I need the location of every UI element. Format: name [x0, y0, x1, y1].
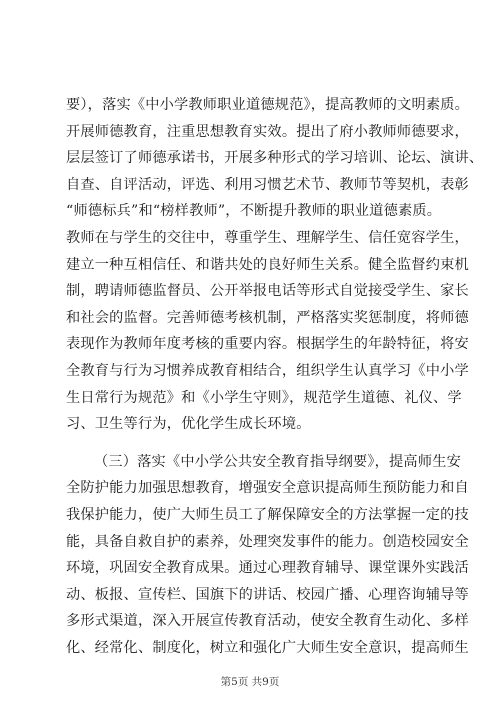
text-line: 多形式渠道，深入开展宣传教育活动，使安全教育生动化、多样 [66, 613, 469, 630]
text-line: 动、板报、宣传栏、国旗下的讲话、校园广播、心理咨询辅导等 [66, 586, 469, 603]
text-line: 开展师德教育，注重思想教育实效。提出了府小教师师德要求， [66, 123, 469, 140]
text-line: 制，聘请师德监督员、公开举报电话等形式自觉接受学生、家长 [66, 283, 469, 300]
text-line: 全教育与行为习惯养成教育相结合，组织学生认真学习《中小学 [66, 362, 469, 379]
text-line: 习、卫生等行为，优化学生成长环境。 [66, 416, 311, 433]
text-line: 自查、自评活动，评选、利用习惯艺术节、教师节等契机，表彰 [66, 176, 469, 193]
text-line: “师德标兵”和“榜样教师”，不断提升教师的职业道德素质。 [66, 203, 442, 220]
page-number-footer: 第5页 共9页 [220, 676, 280, 688]
paragraph-1 [66, 92, 484, 438]
text-line: 和社会的监督。完善师德考核机制，严格落实奖惩制度，将师德 [66, 309, 469, 326]
text-line: 化、经常化、制度化，树立和强化广大师生安全意识，提高师生 [66, 639, 469, 656]
text-line: 教师在与学生的交往中，尊重学生、理解学生、信任宽容学生， [66, 229, 469, 246]
paragraph-2 [66, 449, 469, 662]
text-line: 我保护能力，使广大师生员工了解保障安全的方法掌握一定的技 [66, 506, 469, 523]
paragraph-gap [66, 438, 438, 449]
text-line: 表现作为教师年度考核的重要内容。根据学生的年龄特征，将安 [66, 336, 469, 353]
text-line: 全防护能力加强思想教育，增强安全意识提高师生预防能力和自 [66, 480, 469, 497]
text-line: （三）落实《中小学公共安全教育指导纲要》，提高师生安 [94, 453, 461, 470]
text-line: 能，具备自救自护的素养，处理突发事件的能力。创造校园安全 [66, 533, 469, 550]
text-line: 建立一种互相信任、和谐共处的良好师生关系。健全监督约束机 [66, 256, 469, 273]
text-line: 环境，巩固安全教育成果。通过心理教育辅导、课堂课外实践活 [66, 560, 469, 577]
text-line: 层层签订了师德承诺书，开展多种形式的学习培训、论坛、演讲、 [66, 150, 484, 167]
text-line: 要），落实《中小学教师职业道德规范》，提高教师的文明素质。 [66, 97, 470, 113]
document-body [66, 92, 484, 661]
text-line: 生日常行为规范》和《小学生守则》，规范学生道德、礼仪、学 [66, 389, 462, 406]
